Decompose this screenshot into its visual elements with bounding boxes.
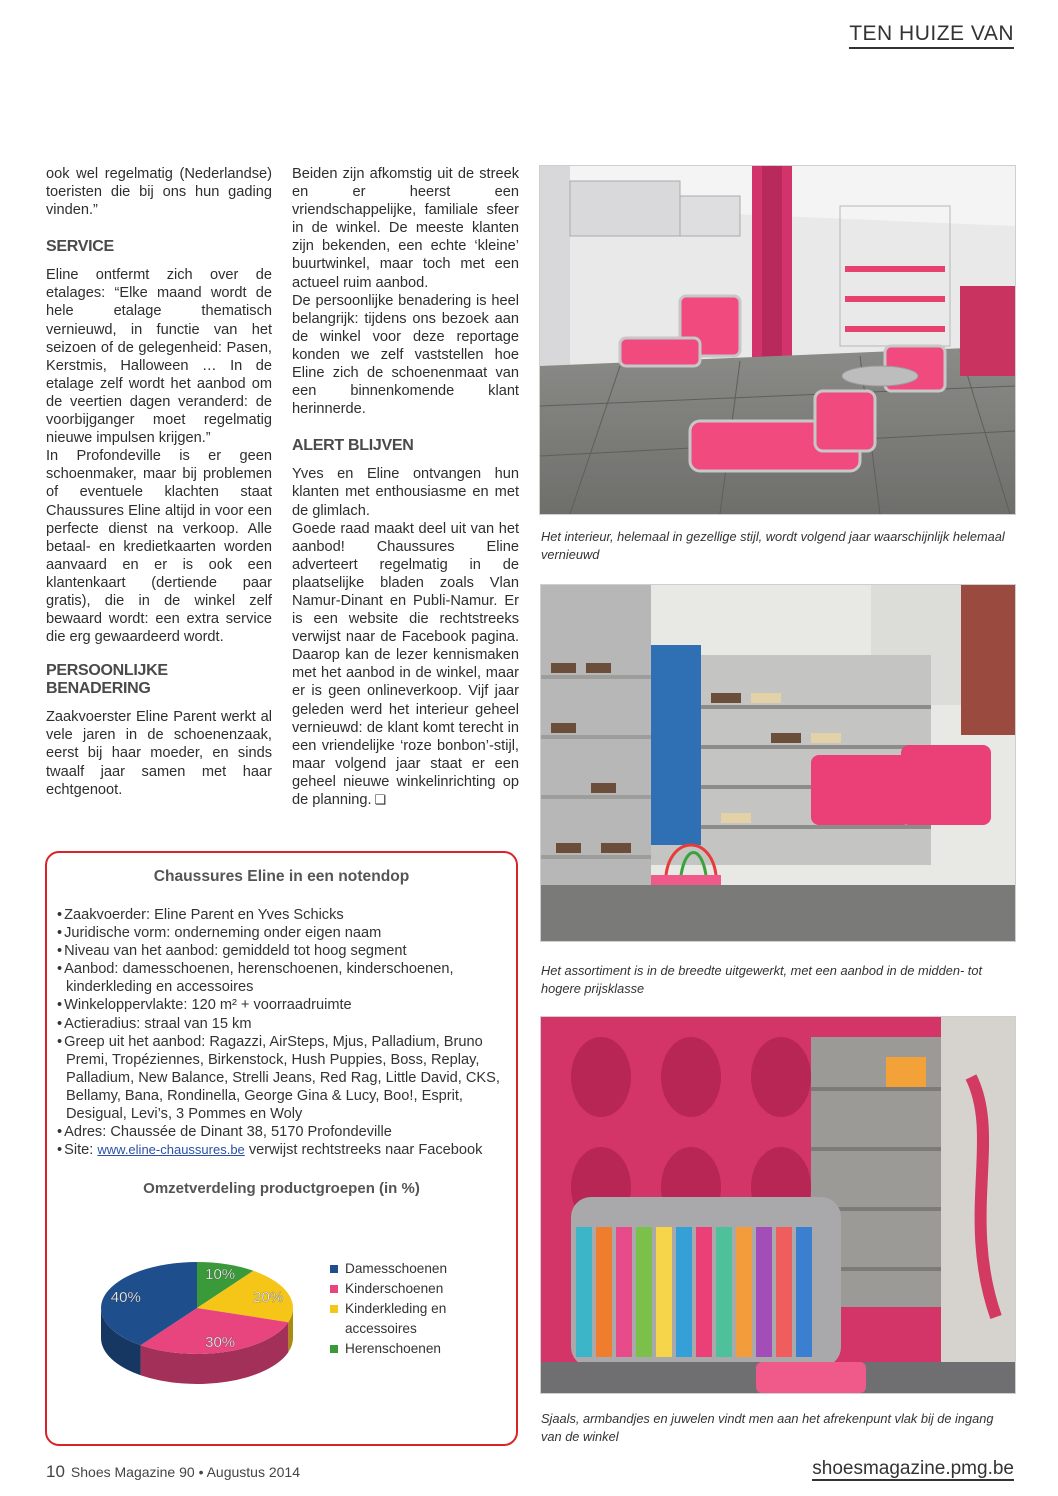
list-item: • Actieradius: straal van 15 km xyxy=(57,1015,512,1033)
end-mark-icon: ❏ xyxy=(374,792,387,807)
list-item: • Adres: Chaussée de Dinant 38, 5170 Profondeville xyxy=(57,1123,512,1141)
pie-data-label: 40% xyxy=(110,1288,141,1306)
legend-swatch xyxy=(330,1265,338,1273)
paragraph: In Profondeville is er geen schoenmaker, maar bij problemen of eventuele klachten staat Chaussures Eline altijd in voor een perfecte dienst na verkoop. Alle betaal- en kredietkaarten worden aanvaard en er is ook een klantenkaart (dertiende paar gratis), die in de winkel zelf bewaard wordt: een extra service die erg gewaardeerd wordt. xyxy=(46,448,272,646)
pie-chart xyxy=(97,1243,327,1403)
article-column-1 xyxy=(46,165,272,799)
list-item: • Niveau van het aanbod: gemiddeld tot hoog segment xyxy=(57,942,512,960)
paragraph: Zaakvoerster Eline Parent werkt al vele jaren in de schoenenzaak, eerst bij haar moeder, en sinds twaalf jaar samen met haar echtgenoot. xyxy=(46,709,272,798)
chart-title: Omzetverdeling productgroepen (in %) xyxy=(143,1180,420,1197)
legend-swatch xyxy=(330,1285,338,1293)
section-heading-alert: ALERT BLIJVEN xyxy=(292,437,414,455)
photo-caption: Het assortiment is in de breedte uitgewerkt, met een aanbod in de midden- tot hogere prijsklasse xyxy=(541,963,983,996)
page-number: 10 xyxy=(46,1462,65,1481)
magazine-website[interactable]: shoesmagazine.pmg.be xyxy=(812,1458,1014,1479)
list-item xyxy=(57,1141,512,1159)
site-label: Site: xyxy=(64,1142,98,1159)
issue-info: Shoes Magazine 90 • Augustus 2014 xyxy=(70,1464,300,1480)
section-heading-service: SERVICE xyxy=(46,238,114,256)
pie-data-label: 30% xyxy=(205,1334,236,1352)
paragraph: De persoonlijke benadering is heel belangrijk: tijdens ons bezoek aan de winkel voor deze reportage konden we zelf vaststellen hoe Eline zich de schoenenmaat van een binnenkomende klant herinnerde. xyxy=(292,292,519,418)
list-item: • Juridische vorm: onderneming onder eigen naam xyxy=(57,924,512,942)
fact-list xyxy=(57,906,512,1159)
legend-item xyxy=(330,1339,460,1359)
legend-item xyxy=(330,1259,460,1279)
photo-checkout-counter xyxy=(540,1016,1016,1394)
photo-interior xyxy=(539,165,1016,515)
legend-label: Herenschoenen xyxy=(345,1341,441,1356)
section-header: TEN HUIZE VAN xyxy=(849,22,1014,49)
list-item: • Winkeloppervlakte: 120 m² + voorraadruimte xyxy=(57,996,512,1014)
photo-caption: Het interieur, helemaal in gezellige stijl, wordt volgend jaar waarschijnlijk helemaal vernieuwd xyxy=(541,529,1005,562)
website-link[interactable]: www.eline-chaussures.be xyxy=(97,1142,245,1158)
fact-box-title: Chaussures Eline in een notendop xyxy=(153,868,410,885)
legend-item xyxy=(330,1299,460,1339)
list-item: • Aanbod: damesschoenen, herenschoenen, kinderschoenen, kinderkleding en accessoires xyxy=(57,960,512,996)
legend-label: Kinderkleding en accessoires xyxy=(345,1301,447,1336)
paragraph-text: Goede raad maakt deel uit van het aanbod! Chaussures Eline adverteert regelmatig in de plaatselijke bladen zoals Vlan Namur-Dinant en Publi-Namur. Er is een website die rechtstreeks verwijst naar de Facebook pagina. Daarop kan de lezer kennismaken met het aanbod in de winkel, maar er is geen onlineverkoop. Vijf jaar geleden werd het interieur geheel vernieuwd: de klant komt terecht in een vriendelijke ‘roze bonbon’-stijl, maar volgend jaar staat er een geheel nieuwe winkelinrichting op de planning. xyxy=(292,520,519,808)
list-item: • Zaakvoerder: Eline Parent en Yves Schicks xyxy=(57,906,512,924)
site-text: verwijst rechtstreeks naar Facebook xyxy=(244,1142,483,1159)
legend-label: Kinderschoenen xyxy=(345,1281,444,1296)
paragraph: Beiden zijn afkomstig uit de streek en er heerst een vriendschappelijke, familiale sfeer in de winkel. De meeste klanten zijn bekenden, een echte ‘kleine’ buurtwinkel, maar toch met een actueel ruim aanbod. xyxy=(292,166,519,291)
pie-data-label: 10% xyxy=(205,1265,236,1283)
paragraph: ook wel regelmatig (Nederlandse) toeristen die bij ons hun gading vinden.” xyxy=(46,166,272,219)
paragraph: Yves en Eline ontvangen hun klanten met enthousiasme en met de glimlach. xyxy=(292,466,519,519)
photo-shoe-racks xyxy=(540,584,1016,942)
paragraph xyxy=(292,520,519,810)
page-footer xyxy=(46,1462,300,1482)
pie-data-label: 20% xyxy=(253,1288,284,1306)
legend-label: Damesschoenen xyxy=(345,1261,448,1276)
photo-caption: Sjaals, armbandjes en juwelen vindt men aan het afrekenpunt vlak bij de ingang van de winkel xyxy=(541,1411,994,1444)
fact-box xyxy=(45,851,518,1446)
legend-swatch xyxy=(330,1305,338,1313)
paragraph: Eline ontfermt zich over de etalages: “Elke maand wordt de hele etalage thematisch vernieuwd, in functie van het seizoen of de gelegenheid: Pasen, Kerstmis, Halloween … In de etalage zelf wordt het aanbod om de veertien dagen veranderd: de voorbijganger moet regelmatig nieuwe impulsen krijgen.” xyxy=(46,267,272,447)
legend-swatch xyxy=(330,1345,338,1353)
legend-item xyxy=(330,1279,460,1299)
article-column-2 xyxy=(292,165,519,809)
list-item: • Greep uit het aanbod: Ragazzi, AirSteps, Mjus, Palladium, Bruno Premi, Tropéziennes, Birkenstock, Hush Puppies, Boss, Replay, Palladium, New Balance, Strelli Jeans, Red Rag, Little David, CKS, Bellamy, Bana, Rondinella, George Gina & Lucy, Boo!, Esprit, Desigual, Levi’s, 3 Pommes en Woly xyxy=(57,1033,512,1123)
section-heading-personal: PERSOONLIJKE BENADERING xyxy=(46,662,168,698)
chart-legend xyxy=(330,1259,460,1359)
